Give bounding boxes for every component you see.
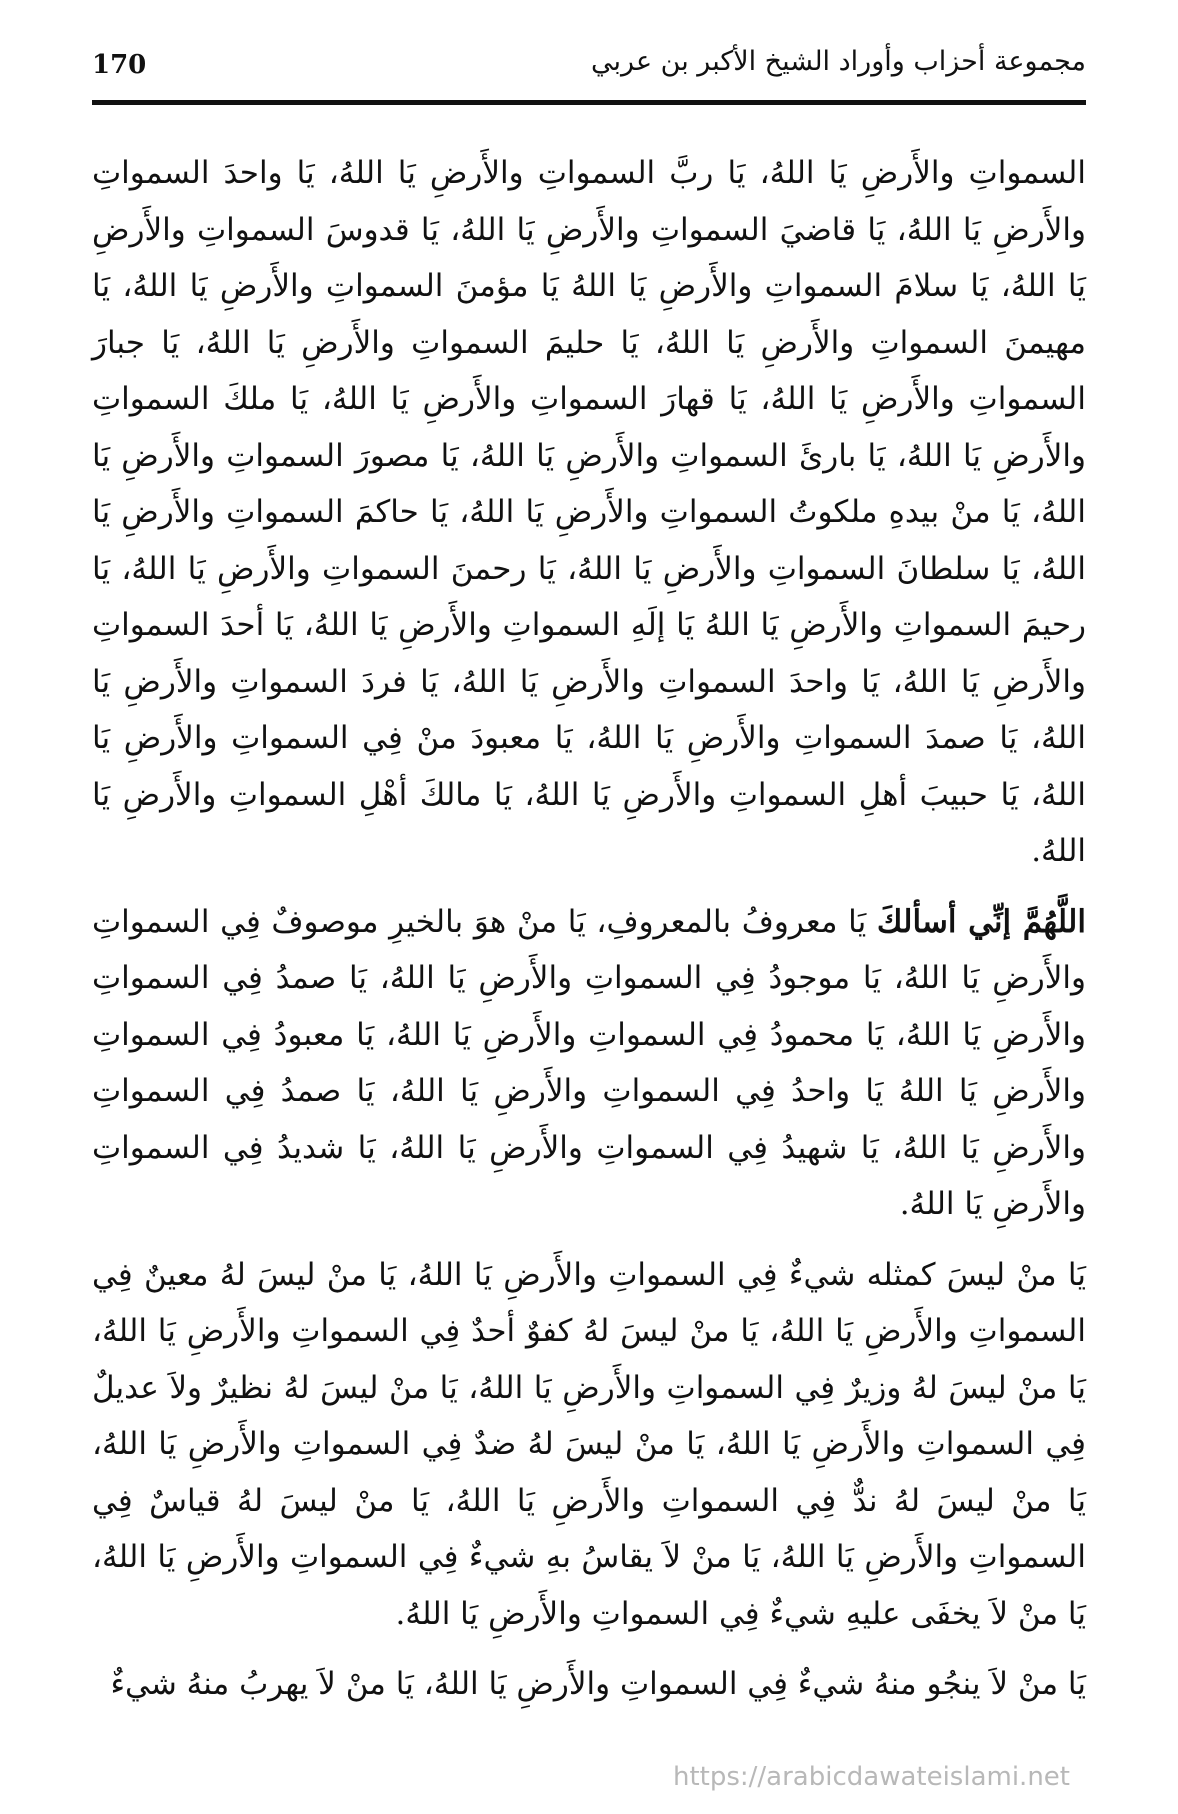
- paragraph-2: [92, 894, 1086, 1233]
- watermark-url: https://arabicdawateislami.net: [672, 1762, 1070, 1792]
- paragraph-2-lead: اللَّهُمَّ إنِّي أسألكَ: [876, 903, 1086, 940]
- page-header: [92, 40, 1086, 100]
- paragraph-3-text: يَا منْ ليسَ كمثله شيءٌ فِي السمواتِ والأَرضِ يَا اللهُ، يَا منْ ليسَ لهُ معينٌ فِي السمواتِ والأَرضِ يَا اللهُ، يَا منْ ليسَ لهُ كفوٌ أحدٌ فِي السمواتِ والأَرضِ يَا اللهُ، يَا منْ ليسَ لهُ وزيرٌ فِي السمواتِ والأَرضِ يَا اللهُ، يَا منْ ليسَ لهُ نظيرٌ ولاَ عديلٌ فِي السمواتِ والأَرضِ يَا اللهُ، يَا منْ ليسَ لهُ ضدٌ فِي السمواتِ والأَرضِ يَا اللهُ، يَا منْ ليسَ لهُ ندٌّ فِي السمواتِ والأَرضِ يَا اللهُ، يَا منْ ليسَ لهُ قياسٌ فِي السمواتِ والأَرضِ يَا اللهُ، يَا منْ لاَ يقاسُ بهِ شيءٌ فِي السمواتِ والأَرضِ يَا اللهُ، يَا منْ لاَ يخفَى عليهِ شيءٌ فِي السمواتِ والأَرضِ يَا اللهُ.: [92, 1256, 1086, 1632]
- running-title: مجموعة أحزاب وأوراد الشيخ الأكبر بن عربي: [591, 46, 1086, 77]
- header-divider: [92, 100, 1086, 105]
- body-text: [92, 145, 1086, 1713]
- page-number: 170: [92, 50, 147, 80]
- paragraph-4: [92, 1656, 1086, 1713]
- paragraph-1: [92, 145, 1086, 880]
- paragraph-4-text: يَا منْ لاَ ينجُو منهُ شيءٌ فِي السمواتِ والأَرضِ يَا اللهُ، يَا منْ لاَ يهربُ منهُ شيءٌ: [110, 1666, 1086, 1702]
- paragraph-1-text: السمواتِ والأَرضِ يَا اللهُ، يَا ربَّ السمواتِ والأَرضِ يَا اللهُ، يَا واحدَ السمواتِ والأَرضِ يَا اللهُ، يَا قاضيَ السمواتِ والأَرضِ يَا اللهُ، يَا قدوسَ السمواتِ والأَرضِ يَا اللهُ، يَا سلامَ السمواتِ والأَرضِ يَا اللهُ يَا مؤمنَ السمواتِ والأَرضِ يَا اللهُ، يَا مهيمنَ السمواتِ والأَرضِ يَا اللهُ، يَا حليمَ السمواتِ والأَرضِ يَا اللهُ، يَا جبارَ السمواتِ والأَرضِ يَا اللهُ، يَا قهارَ السمواتِ والأَرضِ يَا اللهُ، يَا ملكَ السمواتِ والأَرضِ يَا اللهُ، يَا بارئَ السمواتِ والأَرضِ يَا اللهُ، يَا مصورَ السمواتِ والأَرضِ يَا اللهُ، يَا منْ بيدهِ ملكوتُ السمواتِ والأَرضِ يَا اللهُ، يَا حاكمَ السمواتِ والأَرضِ يَا اللهُ، يَا سلطانَ السمواتِ والأَرضِ يَا اللهُ، يَا رحمنَ السمواتِ والأَرضِ يَا اللهُ، يَا رحيمَ السمواتِ والأَرضِ يَا اللهُ يَا إلَهِ السمواتِ والأَرضِ يَا اللهُ، يَا أحدَ السمواتِ والأَرضِ يَا اللهُ، يَا واحدَ السمواتِ والأَرضِ يَا اللهُ، يَا فردَ السمواتِ والأَرضِ يَا اللهُ، يَا صمدَ السمواتِ والأَرضِ يَا اللهُ، يَا معبودَ منْ فِي السمواتِ والأَرضِ يَا اللهُ، يَا حبيبَ أهلِ السمواتِ والأَرضِ يَا اللهُ، يَا مالكَ أهْلِ السمواتِ والأَرضِ يَا اللهُ.: [92, 155, 1086, 869]
- paragraph-3: [92, 1247, 1086, 1643]
- paragraph-2-text: يَا معروفُ بالمعروفِ، يَا منْ هوَ بالخيرِ موصوفٌ فِي السمواتِ والأَرضِ يَا اللهُ، يَا موجودُ فِي السمواتِ والأَرضِ يَا اللهُ، يَا صمدُ فِي السمواتِ والأَرضِ يَا اللهُ، يَا محمودُ فِي السمواتِ والأَرضِ يَا اللهُ، يَا معبودُ فِي السمواتِ والأَرضِ يَا اللهُ يَا واحدُ فِي السمواتِ والأَرضِ يَا اللهُ، يَا صمدُ فِي السمواتِ والأَرضِ يَا اللهُ، يَا شهيدُ فِي السمواتِ والأَرضِ يَا اللهُ، يَا شديدُ فِي السمواتِ والأَرضِ يَا اللهُ.: [92, 903, 1087, 1222]
